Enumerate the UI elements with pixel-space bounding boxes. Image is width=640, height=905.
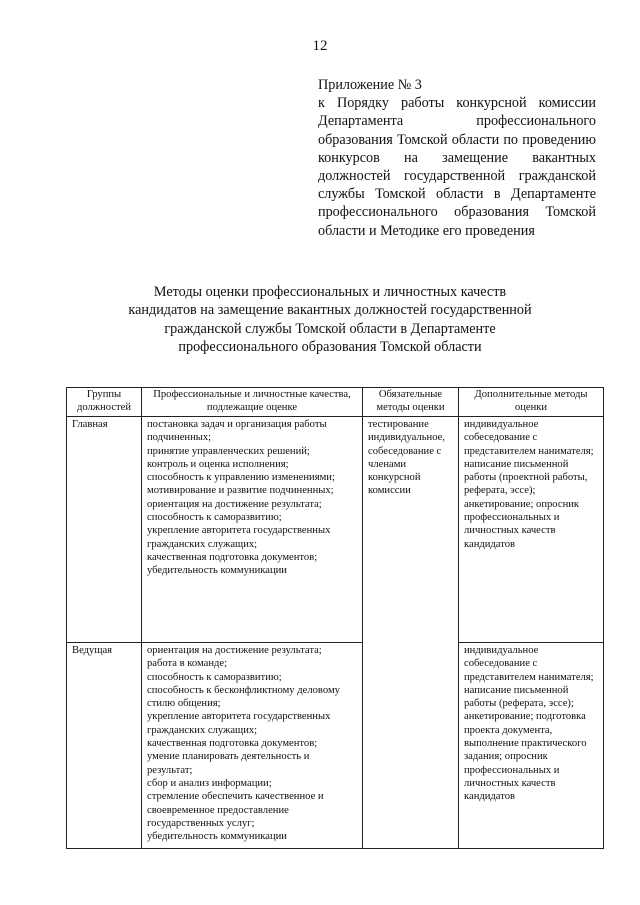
quality-item: способность к управлению изменениями;	[147, 472, 335, 484]
additional-methods-cell: индивидуальное собеседование с представителем нанимателя; написание письменной работы (проектной работы, реферата, эссе); анкетирование; опросник профессиональных и личностных качеств кандидатов	[459, 417, 604, 643]
qualities-cell	[142, 417, 363, 643]
additional-methods-cell: индивидуальное собеседование с представителем нанимателя; написание письменной работы (реферата, эссе); анкетирование; подготовка проекта документа, выполнение практического задания; опросник профессиональных и личностных качеств кандидатов	[459, 643, 604, 849]
group-cell: Главная	[67, 417, 142, 643]
mandatory-methods-cell: тестирование индивидуальное, собеседование с членами конкурсной комиссии	[363, 417, 459, 849]
quality-item: ориентация на достижение результата;	[147, 645, 322, 656]
document-title: Методы оценки профессиональных и личностных качеств кандидатов на замещение вакантных должностей государственной гражданской службы Томской области в Департаменте профессионального образования Томской области	[128, 284, 532, 356]
quality-item: стремление обеспечить качественное и своевременное предоставление государственных услуг;	[147, 791, 324, 829]
quality-item: сбор и анализ информации;	[147, 777, 272, 789]
quality-item: умение планировать деятельность и результат;	[147, 751, 310, 776]
table-row	[67, 417, 604, 643]
quality-item: убедительность коммуникации	[147, 831, 287, 843]
quality-item: ориентация на достижение результата;	[147, 498, 322, 510]
quality-item: способность к саморазвитию;	[147, 671, 282, 683]
quality-item: мотивирование и развитие подчиненных;	[147, 485, 334, 497]
quality-item: принятие управленческих решений;	[147, 445, 310, 457]
table-header-row	[67, 388, 604, 417]
table-row	[67, 643, 604, 849]
qualities-cell	[142, 643, 363, 849]
quality-item: способность к саморазвитию;	[147, 512, 282, 524]
quality-item: работа в команде;	[147, 658, 228, 670]
appendix-title: Приложение № 3	[318, 77, 422, 93]
quality-item: укрепление авторитета государственных гражданских служащих;	[147, 525, 331, 550]
methods-table	[66, 387, 604, 849]
quality-item: постановка задач и организация работы подчиненных;	[147, 419, 327, 444]
quality-item: способность к бесконфликтному деловому стилю общения;	[147, 684, 340, 710]
quality-item: контроль и оценка исполнения;	[147, 458, 289, 470]
appendix-body: к Порядку работы конкурсной комиссии Департамента профессионального образования Томской области по проведению конкурсов на замещение вакантных должностей государственной гражданской службы Томской области в Департаменте профессионального образования Томской области и Методике его проведения	[318, 95, 596, 239]
group-cell: Ведущая	[67, 643, 142, 849]
quality-item: укрепление авторитета государственных гражданских служащих;	[147, 711, 331, 736]
quality-item: качественная подготовка документов;	[147, 551, 318, 563]
quality-item: убедительность коммуникации	[147, 565, 287, 577]
header-qualities: Профессиональные и личностные качества, подлежащие оценке	[142, 388, 363, 417]
appendix-note	[318, 76, 596, 240]
header-mandatory-methods: Обязательные методы оценки	[363, 388, 459, 417]
quality-item: качественная подготовка документов;	[147, 738, 318, 750]
header-additional-methods: Дополнительные методы оценки	[459, 388, 604, 417]
page-number: 12	[312, 38, 328, 54]
header-position-groups: Группы должностей	[67, 388, 142, 417]
